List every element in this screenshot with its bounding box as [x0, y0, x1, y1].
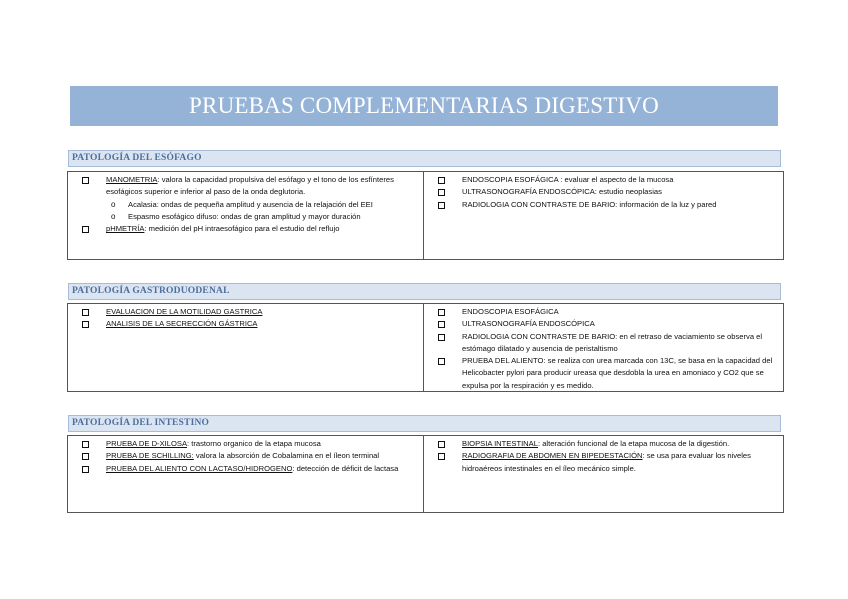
- item-description: : trastorno organico de la etapa mucosa: [187, 439, 321, 448]
- checkbox-icon: [438, 453, 445, 460]
- item-text: ENDOSCOPIA ESOFÁGICA : evaluar el aspecto de la mucosa: [462, 175, 674, 184]
- item-text: [106, 438, 419, 450]
- item-text: ULTRASONOGRAFÍA ENDOSCÓPICA: [462, 319, 595, 329]
- right-column: [424, 172, 783, 259]
- list-item: [82, 174, 419, 199]
- list-item: [438, 318, 779, 330]
- list-item: [438, 199, 779, 211]
- checkbox-icon: [82, 177, 89, 184]
- list-item: [438, 186, 779, 198]
- checkbox-icon: [438, 177, 445, 184]
- item-term: RADIOGRAFIA DE ABDOMEN EN BIPEDESTACIÓN: [462, 451, 643, 461]
- item-text: ANALISIS DE LA SECRECCIÓN GÁSTRICA: [106, 319, 258, 329]
- item-term: MANOMETRIA: [106, 175, 158, 184]
- item-term: PRUEBA DE D-XILOSA: [106, 439, 188, 448]
- item-text: ULTRASONOGRAFÍA ENDOSCÓPICA: estudio neoplasias: [462, 187, 662, 197]
- list-item: [82, 463, 419, 475]
- item-term: PRUEBA DE SCHILLING:: [106, 451, 194, 461]
- list-item: [438, 306, 779, 318]
- item-term: BIOPSIA INTESTINAL: [462, 439, 538, 448]
- section-heading-gastroduodenal: PATOLOGÍA GASTRODUODENAL: [68, 283, 781, 300]
- list-item: [82, 306, 419, 318]
- right-column: [424, 304, 783, 391]
- item-description: : alteración funcional de la etapa mucosa de la digestión.: [537, 439, 730, 448]
- left-column: [68, 304, 424, 391]
- checkbox-icon: [82, 226, 89, 233]
- right-column: [424, 436, 783, 512]
- section-table-esofago: [67, 171, 784, 260]
- left-column: [68, 172, 424, 259]
- item-text: EVALUACION DE LA MOTILIDAD GASTRICA: [106, 307, 263, 316]
- checkbox-icon: [438, 358, 445, 365]
- list-item: [82, 438, 419, 450]
- item-text: [106, 223, 419, 235]
- item-text: RADIOLOGIA CON CONTRASTE DE BARIO: en el retraso de vaciamiento se observa el estómago dilatado y ausencia de peristaltismo: [462, 331, 763, 353]
- item-text: [106, 174, 419, 199]
- checkbox-icon: [82, 321, 89, 328]
- item-text: [106, 450, 419, 462]
- item-text: ENDOSCOPIA ESOFÁGICA: [462, 307, 559, 316]
- item-text: [106, 463, 419, 475]
- item-text: RADIOLOGIA CON CONTRASTE DE BARIO: información de la luz y pared: [462, 199, 717, 209]
- section-heading-intestino: PATOLOGÍA DEL INTESTINO: [68, 415, 781, 432]
- item-description: : valora la capacidad propulsiva del esófago y el tono de los esfínteres esofágicos superior e inferior al paso de la onda deglutoria.: [106, 175, 394, 197]
- list-item: [438, 450, 779, 475]
- item-text: [462, 438, 779, 450]
- section-table-intestino: [67, 435, 784, 513]
- list-item: [438, 174, 779, 186]
- checkbox-icon: [438, 309, 445, 316]
- item-term: PRUEBA DEL ALIENTO CON LACTASO/HIDROGENO: [106, 463, 293, 473]
- list-item: [82, 223, 419, 235]
- section-table-gastroduodenal: [67, 303, 784, 392]
- checkbox-icon: [82, 441, 89, 448]
- list-item: [438, 438, 779, 450]
- sub-item-text: Acalasia: ondas de pequeña amplitud y ausencia de la relajación del EEI: [128, 199, 373, 209]
- list-item: [82, 450, 419, 462]
- checkbox-icon: [82, 309, 89, 316]
- checkbox-icon: [438, 202, 445, 209]
- item-text: PRUEBA DEL ALIENTO: se realiza con urea marcada con 13C, se basa en la capacidad del Helicobacter pylori para producir ureasa que desdobla la urea en amoniaco y CO2 que se expulsa por la respiración y es medido.: [462, 356, 773, 390]
- sub-list-item: [82, 199, 419, 211]
- list-item: [82, 318, 419, 330]
- checkbox-icon: [438, 189, 445, 196]
- checkbox-icon: [82, 453, 89, 460]
- checkbox-icon: [438, 441, 445, 448]
- item-description: : medición del pH intraesofágico para el estudio del reflujo: [144, 224, 340, 234]
- list-item: [438, 355, 779, 392]
- checkbox-icon: [438, 321, 445, 328]
- item-description: : detección de déficit de lactasa: [292, 463, 399, 473]
- checkbox-icon: [438, 334, 445, 341]
- list-item: [438, 331, 779, 356]
- item-text: [462, 450, 779, 475]
- left-column: [68, 436, 424, 512]
- checkbox-icon: [82, 466, 89, 473]
- item-term: pHMETRÍA: [106, 224, 145, 234]
- sub-item-text: Espasmo esofágico difuso: ondas de gran amplitud y mayor duración: [128, 211, 361, 221]
- bullet-icon: o: [111, 211, 116, 221]
- item-description: valora la absorción de Cobalamina en el íleon terminal: [193, 451, 380, 461]
- bullet-icon: o: [111, 199, 116, 209]
- section-heading-esofago: PATOLOGÍA DEL ESÓFAGO: [68, 150, 781, 167]
- item-description: : se usa para evaluar los niveles hidroaéreos intestinales en el íleo mecánico simple.: [462, 451, 751, 473]
- page-title: PRUEBAS COMPLEMENTARIAS DIGESTIVO: [70, 86, 778, 126]
- sub-list-item: [82, 211, 419, 223]
